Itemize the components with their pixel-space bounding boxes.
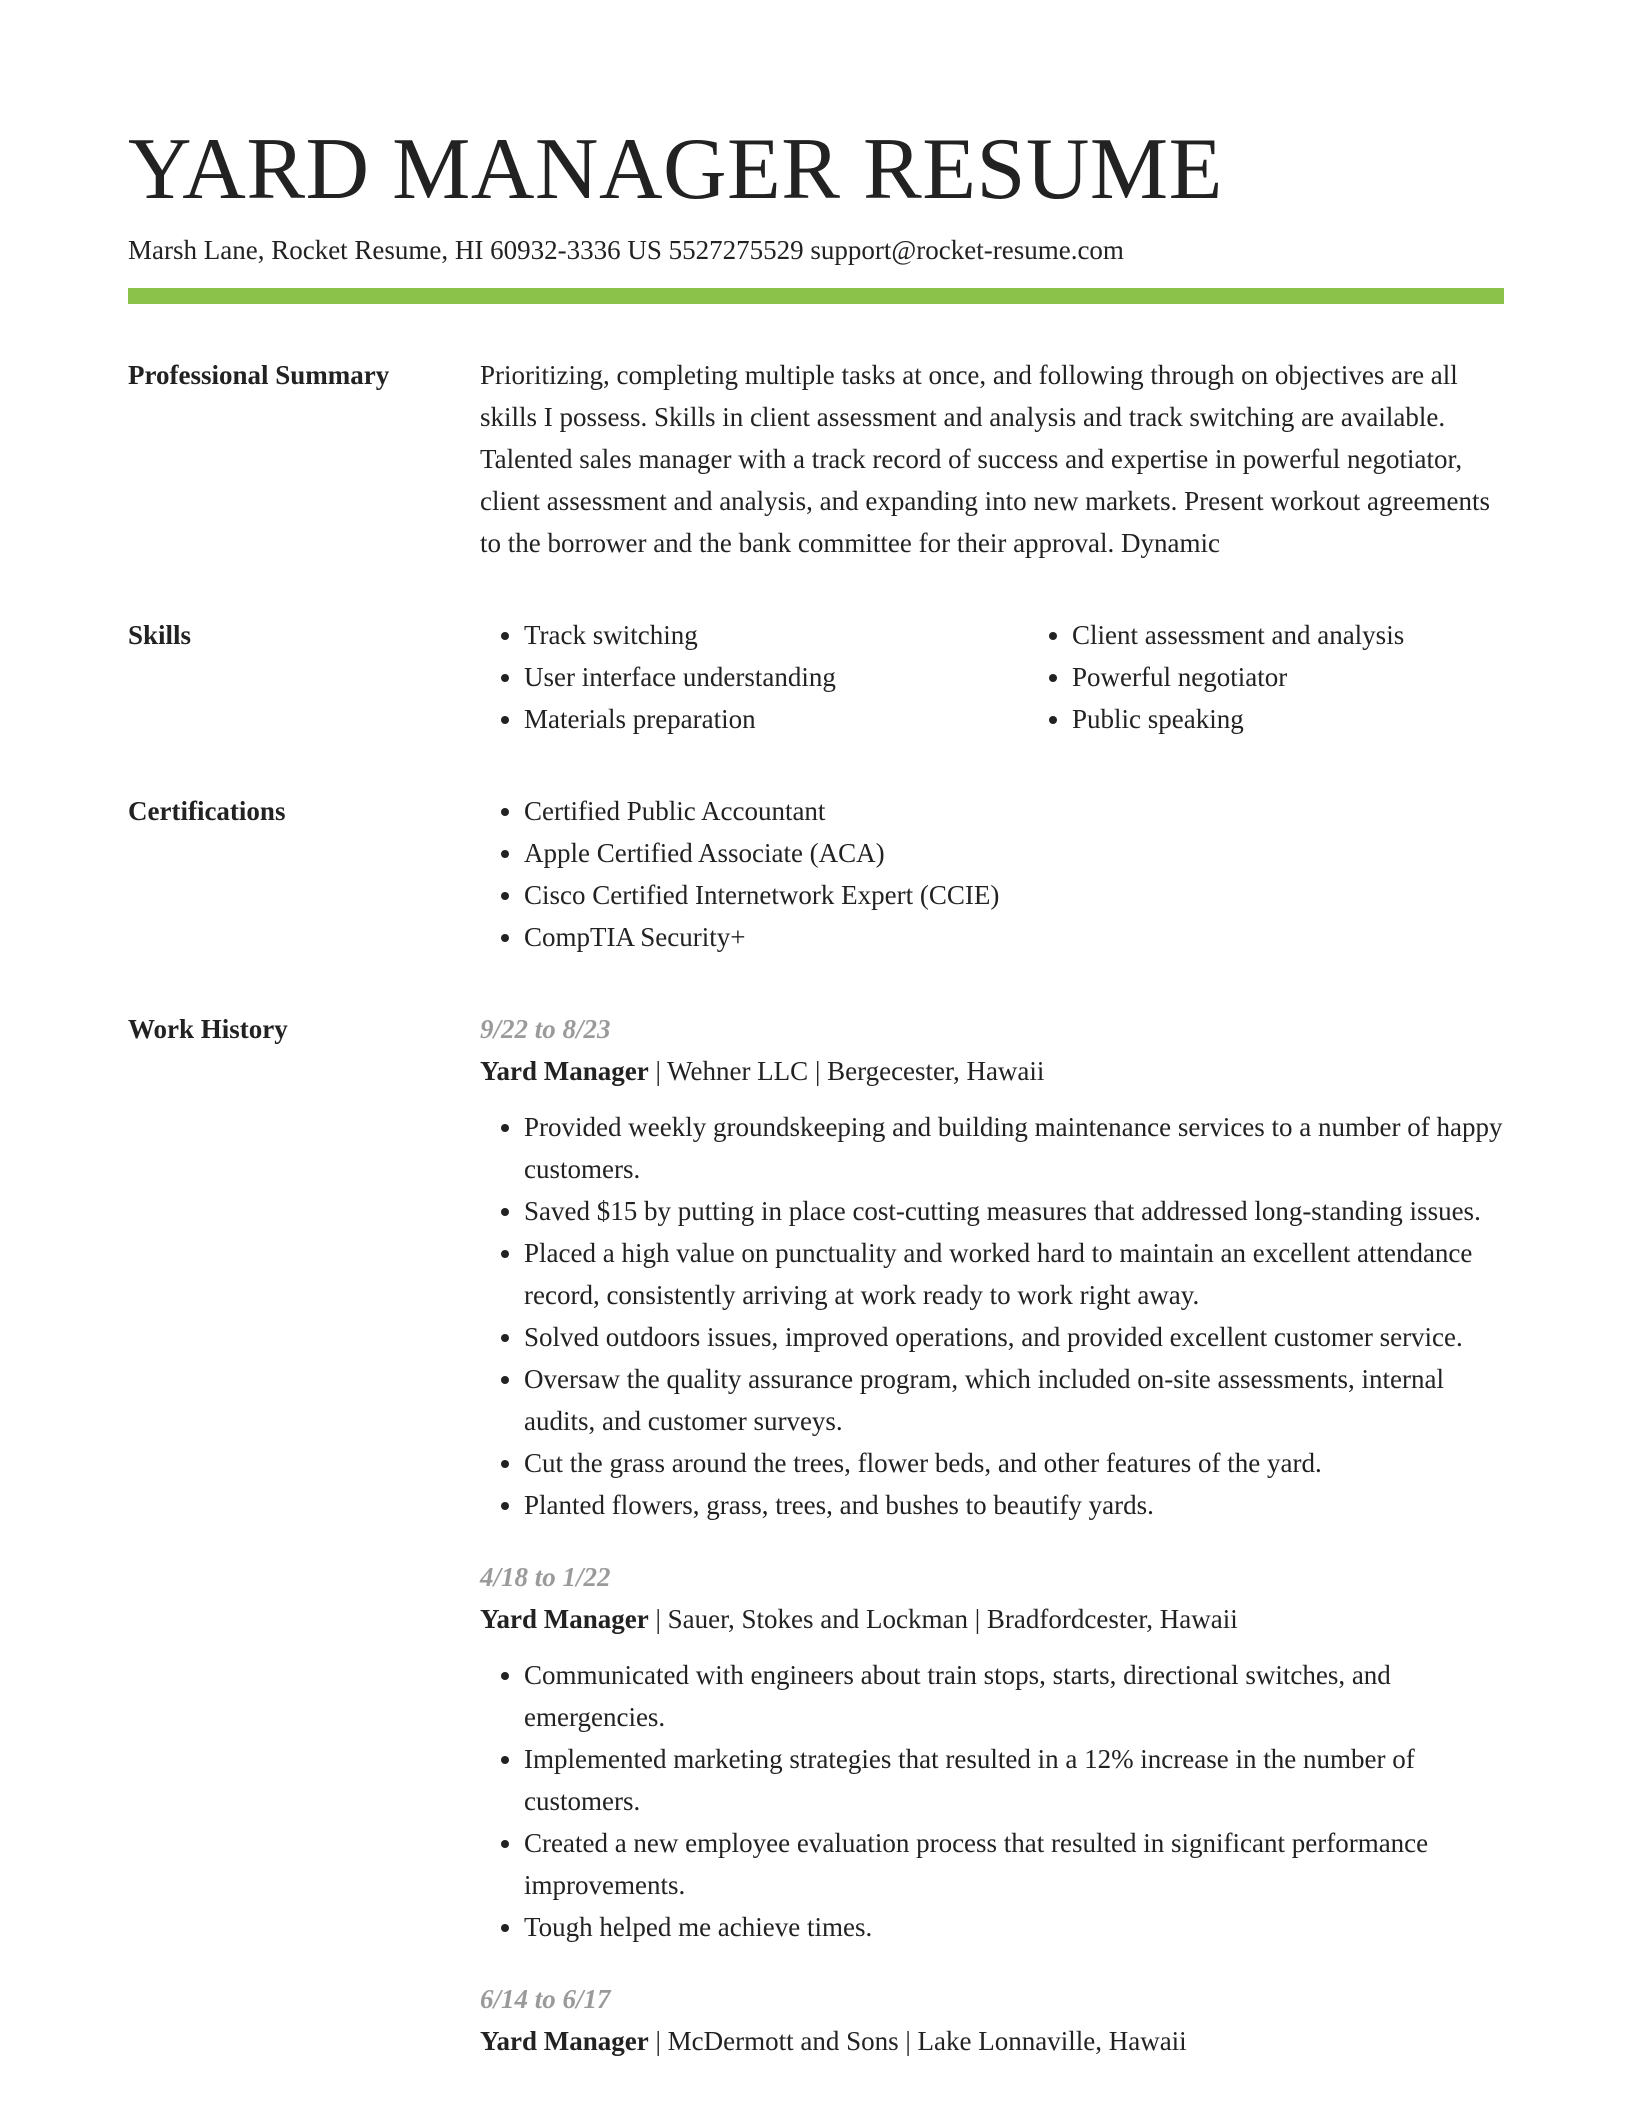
- job-bullet: • Cut the grass around the trees, flower beds, and other features of the yard.: [524, 1442, 1504, 1484]
- summary-section: [128, 354, 1504, 564]
- skill-item: • Track switching: [524, 614, 1028, 656]
- job-bullets: [480, 1106, 1504, 1526]
- certifications-list: [480, 790, 1504, 958]
- job-company: Wehner LLC: [667, 1056, 809, 1086]
- job-location: Bradfordcester, Hawaii: [986, 1604, 1238, 1634]
- skill-item: • Public speaking: [1072, 698, 1576, 740]
- job-header: [480, 1598, 1504, 1640]
- summary-label: Professional Summary: [128, 360, 390, 390]
- job-company: McDermott and Sons: [667, 2026, 899, 2056]
- job-header: [480, 2020, 1504, 2062]
- skills-list-left: [480, 614, 1028, 740]
- job-bullet: • Placed a high value on punctuality and worked hard to maintain an excellent attendance record, consistently arriving at work ready to work right away.: [524, 1232, 1504, 1316]
- job-bullet: • Oversaw the quality assurance program, which included on-site assessments, internal audits, and customer surveys.: [524, 1358, 1504, 1442]
- skill-item: • User interface understanding: [524, 656, 1028, 698]
- job-title: Yard Manager: [480, 1056, 649, 1086]
- job-separator: |: [648, 1604, 668, 1634]
- work-history-label: Work History: [128, 1014, 288, 1044]
- job-title: Yard Manager: [480, 1604, 649, 1634]
- job-bullet: • Planted flowers, grass, trees, and bushes to beautify yards.: [524, 1484, 1504, 1526]
- job-location: Bergecester, Hawaii: [827, 1056, 1045, 1086]
- job-bullets: [480, 1654, 1504, 1948]
- skill-item: • Materials preparation: [524, 698, 1028, 740]
- skills-label: Skills: [128, 620, 192, 650]
- job-bullet: • Communicated with engineers about train stops, starts, directional switches, and emergencies.: [524, 1654, 1504, 1738]
- job-company: Sauer, Stokes and Lockman: [667, 1604, 968, 1634]
- skills-section: [128, 614, 1504, 740]
- certification-item: • Certified Public Accountant: [524, 790, 1504, 832]
- job-entry: [480, 1978, 1504, 2062]
- skill-item: • Powerful negotiator: [1072, 656, 1576, 698]
- job-separator: |: [898, 2026, 918, 2056]
- page-title: YARD MANAGER RESUME: [128, 121, 1223, 218]
- job-bullet: • Provided weekly groundskeeping and building maintenance services to a number of happy customers.: [524, 1106, 1504, 1190]
- job-entry: [480, 1556, 1504, 1948]
- job-bullet: • Saved $15 by putting in place cost-cutting measures that addressed long-standing issues.: [524, 1190, 1504, 1232]
- job-bullet: • Tough helped me achieve times.: [524, 1906, 1504, 1948]
- job-title: Yard Manager: [480, 2026, 649, 2056]
- job-bullet: • Solved outdoors issues, improved operations, and provided excellent customer service.: [524, 1316, 1504, 1358]
- job-bullet: • Implemented marketing strategies that resulted in a 12% increase in the number of customers.: [524, 1738, 1504, 1822]
- skill-item: • Client assessment and analysis: [1072, 614, 1576, 656]
- certifications-label: Certifications: [128, 796, 286, 826]
- job-dates: 6/14 to 6/17: [480, 1984, 611, 2014]
- work-history-section: [128, 1008, 1504, 2092]
- certification-item: • CompTIA Security+: [524, 916, 1504, 958]
- job-separator: |: [648, 1056, 668, 1086]
- certification-item: • Cisco Certified Internetwork Expert (CCIE): [524, 874, 1504, 916]
- resume-page: [128, 118, 1504, 2092]
- contact-line: Marsh Lane, Rocket Resume, HI 60932-3336 US 5527275529 support@rocket-resume.com: [128, 235, 1124, 265]
- job-location: Lake Lonnaville, Hawaii: [917, 2026, 1187, 2056]
- job-dates: 9/22 to 8/23: [480, 1014, 611, 1044]
- summary-text: Prioritizing, completing multiple tasks at once, and following through on objectives are all skills I possess. Skills in client assessment and analysis and track switching are available. Talented sales manager with a track record of success and expertise in powerful negotiator, client assessment and analysis, and expanding into new markets. Present workout agreements to the borrower and the bank committee for their approval. Dynamic: [480, 360, 1490, 558]
- job-separator: |: [808, 1056, 828, 1086]
- certification-item: • Apple Certified Associate (ACA): [524, 832, 1504, 874]
- certifications-section: [128, 790, 1504, 958]
- job-separator: |: [648, 2026, 668, 2056]
- job-header: [480, 1050, 1504, 1092]
- job-separator: |: [968, 1604, 987, 1634]
- job-dates: 4/18 to 1/22: [480, 1562, 611, 1592]
- skills-list-right: [1028, 614, 1576, 740]
- header-divider: [128, 288, 1504, 304]
- job-entry: [480, 1008, 1504, 1526]
- job-bullet: • Created a new employee evaluation process that resulted in significant performance improvements.: [524, 1822, 1504, 1906]
